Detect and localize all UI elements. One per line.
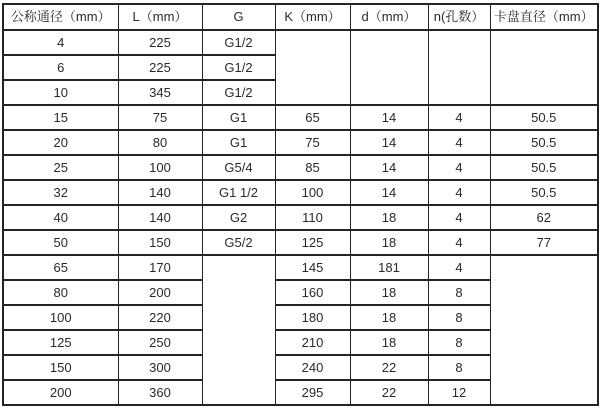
table-cell: 8: [428, 355, 490, 380]
table-cell: 200: [118, 280, 202, 305]
table-cell: 8: [428, 280, 490, 305]
table-cell: G1 1/2: [202, 180, 275, 205]
table-row: [3, 230, 598, 255]
table-cell: 295: [275, 380, 350, 405]
table-row: [3, 180, 598, 205]
table-cell: 80: [118, 130, 202, 155]
table-cell: 220: [118, 305, 202, 330]
table-cell: 200: [3, 380, 118, 405]
table-cell: 150: [118, 230, 202, 255]
table-cell: 15: [3, 105, 118, 130]
table-cell-merged: [202, 255, 275, 405]
table-cell: 77: [490, 230, 598, 255]
table-cell: 75: [118, 105, 202, 130]
table-cell: 50.5: [490, 180, 598, 205]
table-row: [3, 30, 598, 55]
table-cell: 14: [350, 105, 428, 130]
table-cell: 180: [275, 305, 350, 330]
table-row: [3, 155, 598, 180]
table-cell: G1/2: [202, 55, 275, 80]
table-cell: 160: [275, 280, 350, 305]
spec-table-body: [3, 30, 598, 405]
table-cell: 6: [3, 55, 118, 80]
column-header-d: d（mm）: [350, 4, 428, 30]
header-row: [3, 4, 598, 30]
table-cell: 50.5: [490, 105, 598, 130]
table-cell: G5/4: [202, 155, 275, 180]
table-cell: 50.5: [490, 130, 598, 155]
table-cell: 125: [3, 330, 118, 355]
column-header-L: L（mm）: [118, 4, 202, 30]
table-cell: 8: [428, 330, 490, 355]
table-cell: G5/2: [202, 230, 275, 255]
table-cell: 210: [275, 330, 350, 355]
table-cell: 18: [350, 205, 428, 230]
spec-table: [2, 3, 599, 406]
table-cell: 62: [490, 205, 598, 230]
table-cell: 100: [275, 180, 350, 205]
table-cell: 110: [275, 205, 350, 230]
table-cell: 8: [428, 305, 490, 330]
table-cell: 250: [118, 330, 202, 355]
table-cell: 22: [350, 380, 428, 405]
table-cell: 65: [3, 255, 118, 280]
table-cell: G1/2: [202, 80, 275, 105]
table-cell: 85: [275, 155, 350, 180]
table-cell: 80: [3, 280, 118, 305]
table-cell: 240: [275, 355, 350, 380]
table-cell: 4: [428, 105, 490, 130]
table-cell: 40: [3, 205, 118, 230]
table-cell: 225: [118, 55, 202, 80]
table-cell: G1/2: [202, 30, 275, 55]
table-cell: 20: [3, 130, 118, 155]
table-cell: 360: [118, 380, 202, 405]
table-cell: 100: [3, 305, 118, 330]
column-header-K: K（mm）: [275, 4, 350, 30]
table-cell: 4: [428, 255, 490, 280]
table-row: [3, 205, 598, 230]
table-cell: 18: [350, 330, 428, 355]
table-row: [3, 130, 598, 155]
table-cell: 22: [350, 355, 428, 380]
table-cell: 18: [350, 305, 428, 330]
column-header-G: G: [202, 4, 275, 30]
table-cell-merged: [490, 255, 598, 405]
table-cell: 225: [118, 30, 202, 55]
table-cell: 32: [3, 180, 118, 205]
table-cell: 140: [118, 205, 202, 230]
table-cell: 140: [118, 180, 202, 205]
table-cell: G2: [202, 205, 275, 230]
table-cell: G1: [202, 130, 275, 155]
table-cell: 4: [428, 205, 490, 230]
table-cell: 181: [350, 255, 428, 280]
table-cell: 150: [3, 355, 118, 380]
column-header-n-holes: n(孔数）: [428, 4, 490, 30]
table-cell: 300: [118, 355, 202, 380]
table-cell: 4: [428, 180, 490, 205]
table-cell: 10: [3, 80, 118, 105]
table-cell: G1: [202, 105, 275, 130]
table-cell: 18: [350, 280, 428, 305]
table-cell: 4: [3, 30, 118, 55]
column-header-chuck-diameter: 卡盘直径（mm）: [490, 4, 598, 30]
table-cell: 4: [428, 155, 490, 180]
table-cell: 50: [3, 230, 118, 255]
table-cell-merged: [490, 30, 598, 105]
table-cell-merged: [350, 30, 428, 105]
table-cell-merged: [428, 30, 490, 105]
table-cell: 14: [350, 180, 428, 205]
table-cell: 14: [350, 130, 428, 155]
table-row: [3, 255, 598, 280]
table-cell: 65: [275, 105, 350, 130]
table-cell: 14: [350, 155, 428, 180]
table-cell: 50.5: [490, 155, 598, 180]
table-cell: 4: [428, 230, 490, 255]
table-cell: 170: [118, 255, 202, 280]
table-cell: 4: [428, 130, 490, 155]
table-cell: 145: [275, 255, 350, 280]
table-cell: 18: [350, 230, 428, 255]
table-cell: 25: [3, 155, 118, 180]
table-cell: 12: [428, 380, 490, 405]
column-header-nominal-diameter: 公称通径（mm）: [3, 4, 118, 30]
table-cell-merged: [275, 30, 350, 105]
table-cell: 125: [275, 230, 350, 255]
spec-table-header: [3, 4, 598, 30]
table-cell: 75: [275, 130, 350, 155]
table-cell: 345: [118, 80, 202, 105]
table-row: [3, 105, 598, 130]
table-cell: 100: [118, 155, 202, 180]
